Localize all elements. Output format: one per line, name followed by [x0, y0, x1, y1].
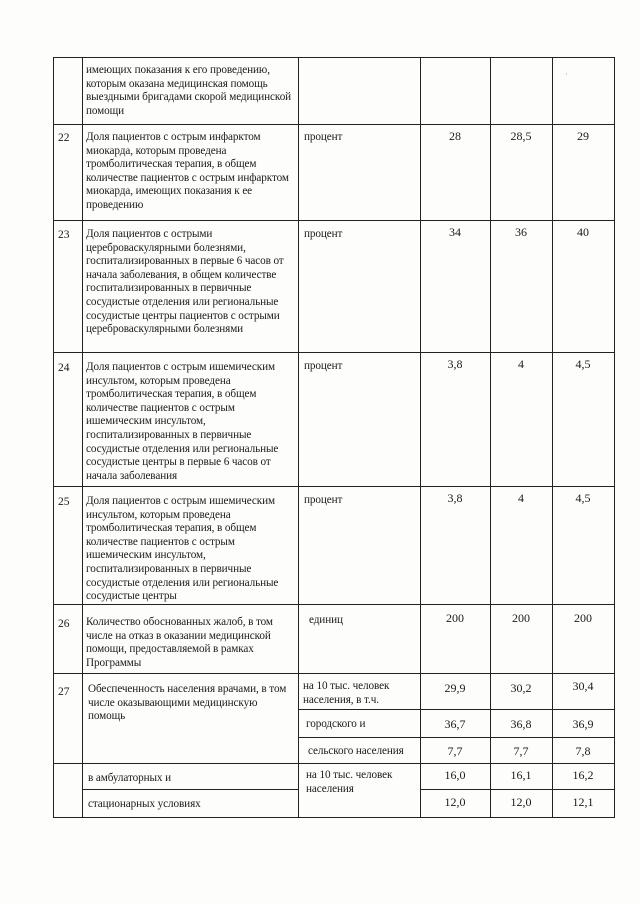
value-cell: 3,8 [447, 491, 463, 505]
unit-cell: на 10 тыс. человек населения [306, 769, 393, 795]
unit-cell: городского и [306, 718, 366, 730]
value-cell: 40 [577, 225, 589, 239]
indicator-description: Количество обоснованных жалоб, в том числе на отказ в оказании медицинской помощи, предоставляемой в рамках Программы [86, 616, 273, 669]
value-cell: 30,2 [510, 681, 532, 695]
value-cell: 16,2 [572, 768, 594, 782]
indicator-description: Доля пациентов с острыми цереброваскулярными болезнями, госпитализированных в первые 6 часов от начала заболевания, в общем количестве госпитализированных в первичные сосудистые отделения или региональные сосудистые центры пациентов с острыми цереброваскулярными болезнями [86, 228, 284, 336]
value-cell: 7,7 [447, 744, 463, 758]
value-cell: 36,9 [572, 717, 594, 731]
indicator-description: Доля пациентов с острым ишемическим инсультом, которым проведена тромболитическая терапия, в общем количестве пациентов с острым ишемическим инсультом, госпитализированных в первичные сосудистые отделения или региональные сосудистые центры [86, 495, 279, 603]
indicator-description: Доля пациентов с острым инфарктом миокарда, которым проведена тромболитическая терапия, в общем количестве пациентов с острым инфарктом миокарда, имеющих показания к ее проведению [86, 131, 289, 211]
value-cell: 16,1 [510, 768, 532, 782]
value-cell: 36 [515, 225, 527, 239]
table-row-continuation-description: имеющих показания к его проведению, которым оказана медицинская помощь выездными бригадами скорой медицинской помощи [86, 64, 292, 117]
indicator-description: Обеспеченность населения врачами, в том числе оказывающими медицинскую помощь [88, 683, 287, 723]
unit-cell: сельского населения [308, 745, 404, 757]
value-cell: 16,0 [444, 768, 466, 782]
value-cell: 34 [449, 225, 461, 239]
value-cell: 7,7 [513, 744, 529, 758]
indicator-description: Доля пациентов с острым ишемическим инсультом, которым проведена тромболитическая терапия, в общем количестве пациентов с острым ишемическим инсультом, госпитализированных в первичные сосудистые отделения или региональные сосудистые центры в первые 6 часов от начала заболевания [86, 361, 279, 482]
value-cell: 12,0 [444, 795, 466, 809]
row-number: 25 [58, 496, 70, 508]
value-cell: 4 [518, 357, 524, 371]
value-cell: 4,5 [575, 491, 591, 505]
value-cell: 7,8 [575, 744, 591, 758]
row-number: 23 [58, 229, 70, 241]
indicator-description: в амбулаторных и [88, 772, 171, 784]
value-cell: 3,8 [447, 357, 463, 371]
unit-cell: на 10 тыс. человек населения, в т.ч. [303, 680, 390, 706]
indicator-description: стационарных условиях [88, 798, 201, 810]
value-cell: 36,7 [444, 717, 466, 731]
value-cell: 200 [512, 611, 530, 625]
value-cell: 4 [518, 491, 524, 505]
value-cell: 200 [446, 611, 464, 625]
unit-cell: единиц [309, 614, 343, 626]
value-cell: 30,4 [572, 679, 594, 693]
scan-speck: · [565, 70, 568, 79]
unit-cell: процент [304, 360, 343, 372]
value-cell: 12,0 [510, 795, 532, 809]
value-cell: 28,5 [510, 129, 532, 143]
value-cell: 36,8 [510, 717, 532, 731]
unit-cell: процент [304, 228, 343, 240]
row-number: 24 [58, 362, 70, 374]
value-cell: 12,1 [572, 795, 594, 809]
row-number: 22 [58, 132, 70, 144]
row-number: 27 [58, 686, 70, 698]
unit-cell: процент [304, 131, 343, 143]
value-cell: 200 [574, 611, 592, 625]
value-cell: 29,9 [444, 681, 466, 695]
unit-cell: процент [304, 494, 343, 506]
row-number: 26 [58, 618, 70, 630]
value-cell: 29 [577, 129, 589, 143]
value-cell: 4,5 [575, 357, 591, 371]
value-cell: 28 [449, 129, 461, 143]
